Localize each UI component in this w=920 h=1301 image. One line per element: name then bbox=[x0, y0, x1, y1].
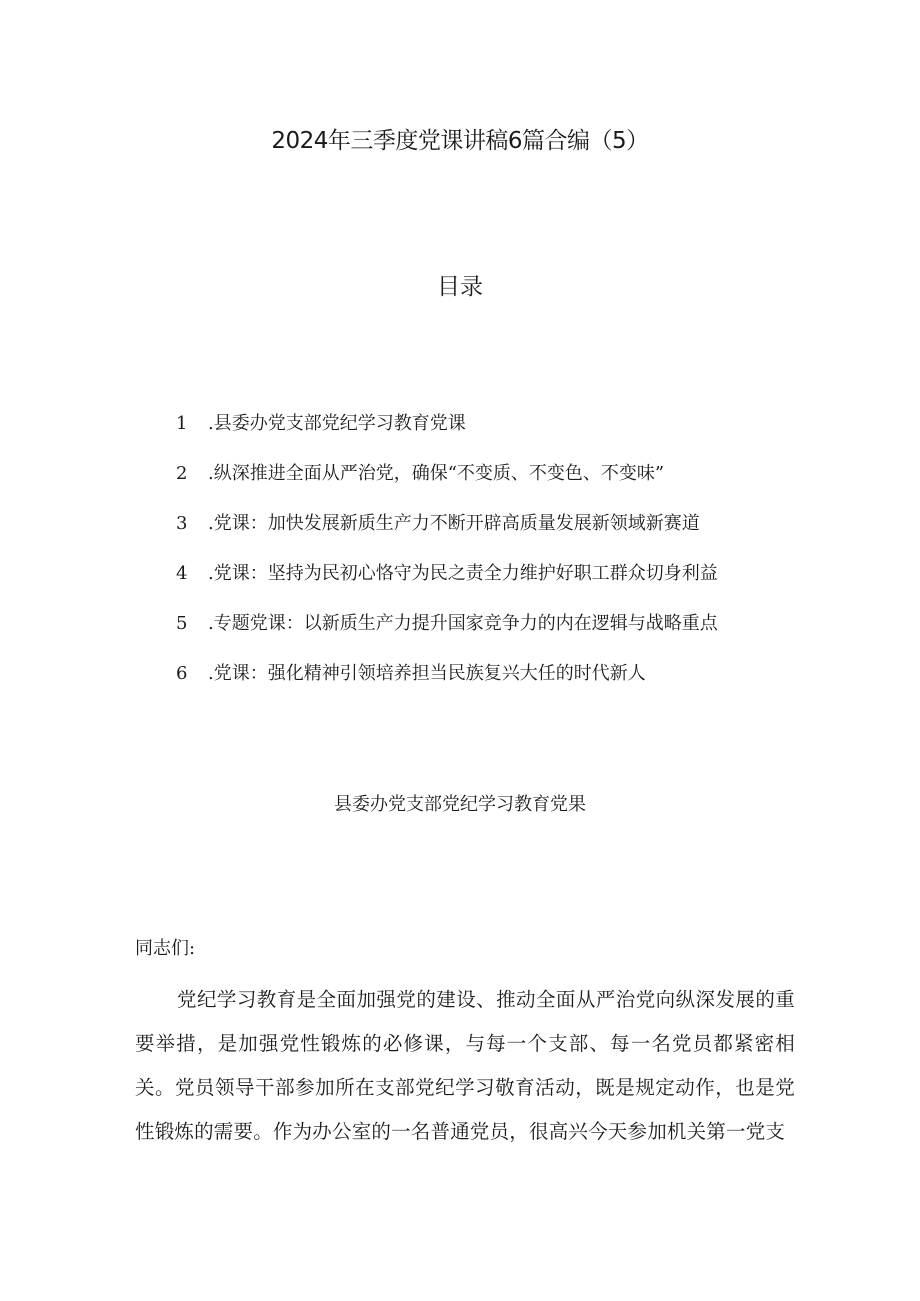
toc-item-text: .党课：坚持为民初心恪守为民之责全力维护好职工群众切身利益 bbox=[208, 563, 718, 584]
toc-item bbox=[176, 656, 876, 692]
toc-item bbox=[176, 606, 876, 642]
document-title: 2024年三季度党课讲稿6篇合编（5） bbox=[271, 128, 649, 154]
toc-item-text: .党课：强化精神引领培养担当民族复兴大任的时代新人 bbox=[208, 663, 646, 684]
toc-item bbox=[176, 506, 876, 542]
toc-item-number: 1 bbox=[176, 413, 188, 434]
toc-item-number: 6 bbox=[176, 663, 188, 684]
section-title: 县委办党支部党纪学习教育党果 bbox=[334, 794, 586, 815]
toc-item-text: .党课：加快发展新质生产力不断开辟高质量发展新领域新赛道 bbox=[208, 513, 700, 534]
toc-item-number: 3 bbox=[176, 513, 188, 534]
toc-item-number: 2 bbox=[176, 463, 188, 484]
body-paragraph: 党纪学习教育是全面加强党的建设、推动全面从严治党向纵深发展的重要举措，是加强党性锻炼的必修课，与每一个支部、每一名党员都紧密相关。党员领导干部参加所在支部党纪学习敬育活动，既是规定动作，也是党性锻炼的需要。作为办公室的一名普通党员，很高兴今天参加机关第一党支 bbox=[135, 988, 795, 1143]
toc-item-number: 5 bbox=[176, 613, 188, 634]
table-of-contents bbox=[176, 406, 876, 706]
salutation: 同志们: bbox=[135, 938, 196, 959]
toc-item bbox=[176, 556, 876, 592]
toc-item bbox=[176, 406, 876, 442]
toc-item-text: .县委办党支部党纪学习教育党课 bbox=[208, 413, 466, 434]
toc-item bbox=[176, 456, 876, 492]
toc-heading: 目录 bbox=[437, 274, 483, 300]
toc-item-number: 4 bbox=[176, 563, 188, 584]
toc-item-text: .纵深推进全面从严治党，确保“不变质、不变色、不变味” bbox=[208, 463, 665, 484]
toc-item-text: .专题党课：以新质生产力提升国家竞争力的内在逻辑与战略重点 bbox=[208, 613, 718, 634]
